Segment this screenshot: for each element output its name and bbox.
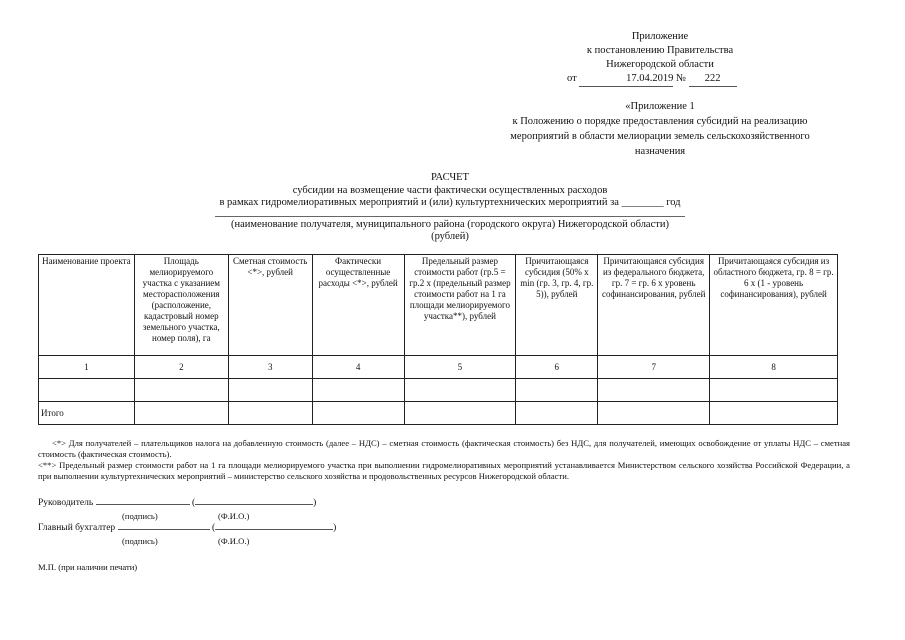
table-cell[interactable] bbox=[598, 402, 710, 425]
header-actual-expenses: Фактически осуществленные расходы <*>, рублей bbox=[312, 255, 404, 356]
total-label: Итого bbox=[39, 402, 135, 425]
accountant-signature-line bbox=[38, 522, 438, 534]
column-number: 4 bbox=[312, 356, 404, 379]
head-name-field[interactable] bbox=[195, 504, 313, 505]
footnote-vat: <*> Для получателей – плательщиков налога на добавленную стоимость (далее – НДС) – сметная стоимость (фактическая стоимость) без НДС, для получателей, имеющих освобождение от уплаты НДС – сметная стоимость (фактическая стоимость). bbox=[38, 438, 850, 459]
paren-close: ) bbox=[313, 498, 317, 508]
decree-number: 222 bbox=[689, 72, 737, 87]
head-signature-line bbox=[38, 497, 438, 509]
accountant-captions bbox=[122, 535, 422, 547]
name-caption: (Ф.И.О.) bbox=[218, 511, 250, 521]
table-cell[interactable] bbox=[134, 402, 228, 425]
table-cell[interactable] bbox=[312, 379, 404, 402]
footnote-cost-limit: <**> Предельный размер стоимости работ на 1 га площади мелиорируемого участка при выполнении гидромелиоративных мероприятий устанавливается Министерством сельского хозяйства Российской Федерации, а при выполнении культуртехнических мероприятий – министерство сельского хозяйства и продовольственных ресурсов Нижегородской области. bbox=[38, 460, 850, 481]
head-signature-field[interactable] bbox=[96, 504, 190, 505]
table-cell[interactable] bbox=[710, 379, 838, 402]
recipient-line bbox=[215, 210, 685, 217]
paren-open: ( bbox=[211, 523, 216, 533]
column-number: 7 bbox=[598, 356, 710, 379]
appendix1-block bbox=[470, 99, 850, 159]
table-header-row bbox=[39, 255, 838, 356]
appendix-date-line bbox=[567, 72, 787, 87]
column-number: 8 bbox=[710, 356, 838, 379]
header-cost-limit: Предельный размер стоимости работ (гр.5 = гр.2 х (предельный размер стоимости работ на 1 га площади мелиорируемого участка**), рублей bbox=[404, 255, 516, 356]
table-cell[interactable] bbox=[710, 402, 838, 425]
date-prefix: от bbox=[567, 73, 577, 84]
table-cell[interactable] bbox=[516, 379, 598, 402]
header-federal-subsidy: Причитающаяся субсидия из федерального бюджета, гр. 7 = гр. 6 х уровень софинансирования, рублей bbox=[598, 255, 710, 356]
appendix1-line4: назначения bbox=[634, 146, 686, 157]
recipient-caption: (наименование получателя, муниципального района (городского округа) Нижегородской области) bbox=[231, 218, 669, 230]
appendix-region: Нижегородской области bbox=[606, 59, 714, 70]
accountant-signature-field[interactable] bbox=[118, 529, 210, 530]
calc-period: в рамках гидромелиоративных мероприятий и (или) культуртехнических мероприятий за ________ год bbox=[219, 197, 681, 208]
appendix-reference: к постановлению Правительства bbox=[586, 45, 734, 56]
table-cell[interactable] bbox=[404, 402, 516, 425]
accountant-name-field[interactable] bbox=[215, 529, 333, 530]
calc-subtitle: субсидии на возмещение части фактически осуществленных расходов bbox=[292, 184, 608, 196]
appendix-title: Приложение bbox=[631, 31, 689, 42]
accountant-label: Главный бухгалтер bbox=[38, 523, 116, 533]
table-cell[interactable] bbox=[516, 402, 598, 425]
table-cell[interactable] bbox=[312, 402, 404, 425]
paren-open: ( bbox=[191, 498, 196, 508]
calculation-table bbox=[38, 254, 838, 425]
table-cell[interactable] bbox=[134, 379, 228, 402]
number-prefix: № bbox=[675, 73, 686, 84]
table-cell[interactable] bbox=[228, 379, 312, 402]
name-caption: (Ф.И.О.) bbox=[218, 536, 250, 546]
currency-caption: (рублей) bbox=[431, 231, 469, 242]
appendix1-line2: к Положению о порядке предоставления субсидий на реализацию bbox=[512, 116, 808, 127]
header-project-name: Наименование проекта bbox=[39, 255, 135, 356]
header-regional-subsidy: Причитающаяся субсидия из областного бюджета, гр. 8 = гр. 6 х (1 - уровень софинансирования), рублей bbox=[710, 255, 838, 356]
table-row bbox=[39, 379, 838, 402]
paren-close: ) bbox=[333, 523, 337, 533]
table-total-row bbox=[39, 402, 838, 425]
header-subsidy-due: Причитающаяся субсидия (50% х min (гр. 3, гр. 4, гр. 5)), рублей bbox=[516, 255, 598, 356]
table-cell[interactable] bbox=[404, 379, 516, 402]
column-number: 3 bbox=[228, 356, 312, 379]
seal-note: М.П. (при наличии печати) bbox=[38, 562, 138, 572]
head-captions bbox=[122, 510, 422, 522]
column-number: 2 bbox=[134, 356, 228, 379]
header-area: Площадь мелиорируемого участка с указанием месторасположения (расположение, кадастровый номер земельного участка, номер поля), га bbox=[134, 255, 228, 356]
decree-date: 17.04.2019 bbox=[579, 72, 673, 87]
signature-caption: (подпись) bbox=[122, 511, 158, 521]
appendix1-line3: мероприятий в области мелиорации земель сельскохозяйственного bbox=[510, 131, 810, 142]
table-cell[interactable] bbox=[598, 379, 710, 402]
head-label: Руководитель bbox=[38, 498, 94, 508]
signature-caption: (подпись) bbox=[122, 536, 158, 546]
table-cell[interactable] bbox=[228, 402, 312, 425]
footnotes bbox=[38, 438, 850, 482]
column-number: 1 bbox=[39, 356, 135, 379]
table-cell[interactable] bbox=[39, 379, 135, 402]
calc-title-block bbox=[120, 172, 780, 244]
calc-title: РАСЧЕТ bbox=[431, 172, 469, 183]
header-estimated-cost: Сметная стоимость <*>, рублей bbox=[228, 255, 312, 356]
table-number-row bbox=[39, 356, 838, 379]
column-number: 6 bbox=[516, 356, 598, 379]
appendix-header bbox=[520, 30, 800, 72]
appendix1-title: «Приложение 1 bbox=[625, 101, 695, 112]
column-number: 5 bbox=[404, 356, 516, 379]
